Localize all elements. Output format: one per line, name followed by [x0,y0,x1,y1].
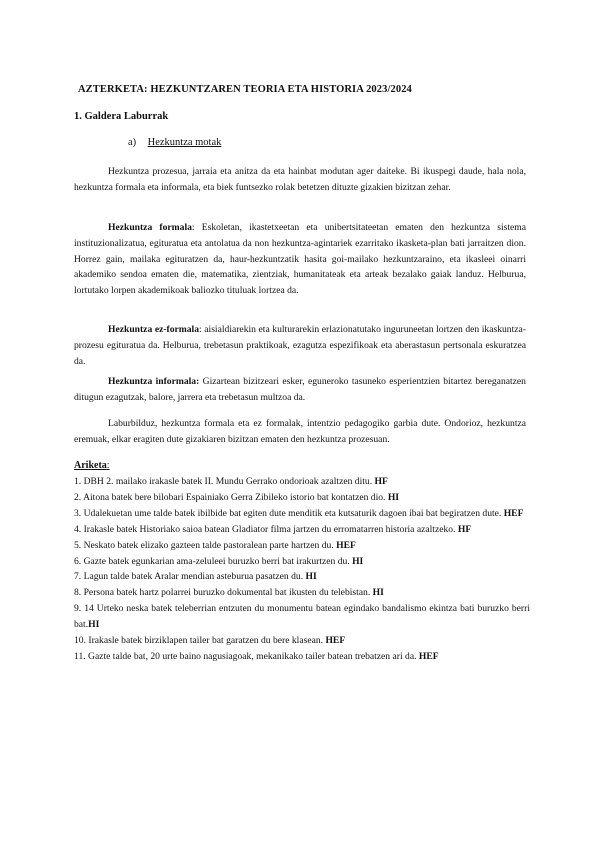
subsection-heading [128,137,221,148]
ariketa-label: Ariketa [74,460,107,471]
exercise-answer: HI [352,555,364,567]
list-item [74,585,530,601]
exercise-text: 8. Persona batek hartz polarrei buruzko dokumental bat ikusten du telebistan. [74,587,373,599]
subsection-title: Hezkuntza motak [147,137,222,148]
nonformal-paragraph [74,322,526,369]
exercise-answer: HI [372,587,384,599]
list-item [74,490,530,506]
exercise-text: 1. DBH 2. mailako irakasle batek II. Mundu Gerrako ondorioak azaltzen ditu. [74,476,375,487]
exercise-text: 10. Irakasle batek birziklapen tailer bat garatzen du bere klasean. [74,635,326,647]
exercise-answer: HEF [325,635,346,647]
list-item [74,601,530,633]
list-item [74,522,530,538]
exercise-answer: HEF [418,650,439,662]
formal-text: : Eskoletan, ikastetxeetan eta unibertsitateetan ematen den hezkuntza sistema instituzionalizatua, egituratua eta antolatua da non hezkuntza-agintariek ezarritako ikasketa-plan bati jarraitzen dion. Horrez gain, mailaka egituratzen da, haur-hezkuntzatik hasita goi-mailako hezkuntzaraino, eta ikasleei oinarri akademiko sendoa ematen die, matematika, zientziak, humanitateak eta arteak bezalako gaiak landuz. Helburua, lortutako lorpen akademikoak baliozko tituluak lortzea da. [74,222,526,297]
formal-term: Hezkuntza formala [108,222,192,233]
formal-paragraph [74,220,526,299]
exercise-answer: HF [374,476,388,487]
exercise-list [74,474,530,665]
list-item [74,569,530,585]
list-item [74,474,530,490]
informal-text: Gizartean bizitzeari esker, eguneroko tasuneko esperientzien bitartez bereganatzen ditugun ezagutzak, balore, jarrera eta trebetasun multzoa da. [74,376,526,403]
summary-paragraph: Laburbilduz, hezkuntza formala eta ez formalak, intentzio pedagogiko garbia dute. Ondorioz, hezkuntza eremuak, elkar eragiten dute gizakiaren bizitzan ematen den hezkuntza prozesuan. [74,418,526,445]
exercise-text: 4. Irakasle batek Historiako saioa batean Gladiator filma jartzen du erromatarren historia azaltzeko. [74,523,458,535]
list-item [74,633,530,649]
exercise-answer: HI [305,571,317,583]
nonformal-term: Hezkuntza ez-formala [108,324,200,335]
list-item [74,554,530,570]
informal-term: Hezkuntza informala: [108,376,200,387]
exercise-text: 2. Aitona batek bere bilobari Espainiako Gerra Zibileko istorio bat kontatzen dio. [74,491,388,503]
exercise-answer: HI [88,619,100,631]
ariketa-heading [74,460,110,471]
list-item [74,506,530,522]
nonformal-text: : aisialdiarekin eta kulturarekin erlazionatutako inguruneetan lortzen den ikaskuntza-prozesu egituratua da. Helburua, trebetasun praktikoak, ezagutza espezifikoak eta aberastasun pertsonala eskuratzea da. [74,324,526,367]
exercise-text: 11. Gazte talde bat, 20 urte baino nagusiagoak, mekanikako tailer batean trebatzen ari da. [74,650,419,662]
exercise-text: 9. 14 Urteko neska batek teleberrian entzuten du monumentu batean egindako bandalismo ekintza bati buruzko berri bat. [74,603,530,631]
document-title: AZTERKETA: HEZKUNTZAREN TEORIA ETA HISTORIA 2023/2024 [78,84,412,95]
exercise-answer: HF [457,523,472,535]
exercise-text: 5. Neskato batek elizako gazteen talde pastoralean parte hartzen du. [74,539,337,551]
ariketa-colon: : [106,460,110,471]
subsection-number: a) [128,137,137,148]
informal-paragraph [74,374,526,406]
intro-paragraph: Hezkuntza prozesua, jarraia eta anitza da eta hainbat modutan ager daiteke. Bi ikuspegi daude, hala nola, hezkuntza formala eta informala, eta biek funtsezko rolak betetzen dituzte gizakien bizitzan zehar. [74,166,526,193]
exercise-text: 6. Gazte batek egunkarian ama-zeluleei buruzko berri bat irakurtzen du. [74,555,353,567]
exercise-answer: HI [387,491,400,503]
list-item [74,649,530,665]
list-item [74,538,530,554]
exercise-text: 3. Udalekuetan ume talde batek ibilbide bat egiten dute menditik eta kutsaturik dagoen ibai bat begiratzen dute. [74,507,504,519]
exercise-answer: HEF [336,539,356,551]
exercise-answer: HEF [503,507,524,519]
section-heading: 1. Galdera Laburrak [74,111,169,122]
exercise-text: 7. Lagun talde batek Aralar mendian asteburua pasatzen du. [74,571,306,583]
